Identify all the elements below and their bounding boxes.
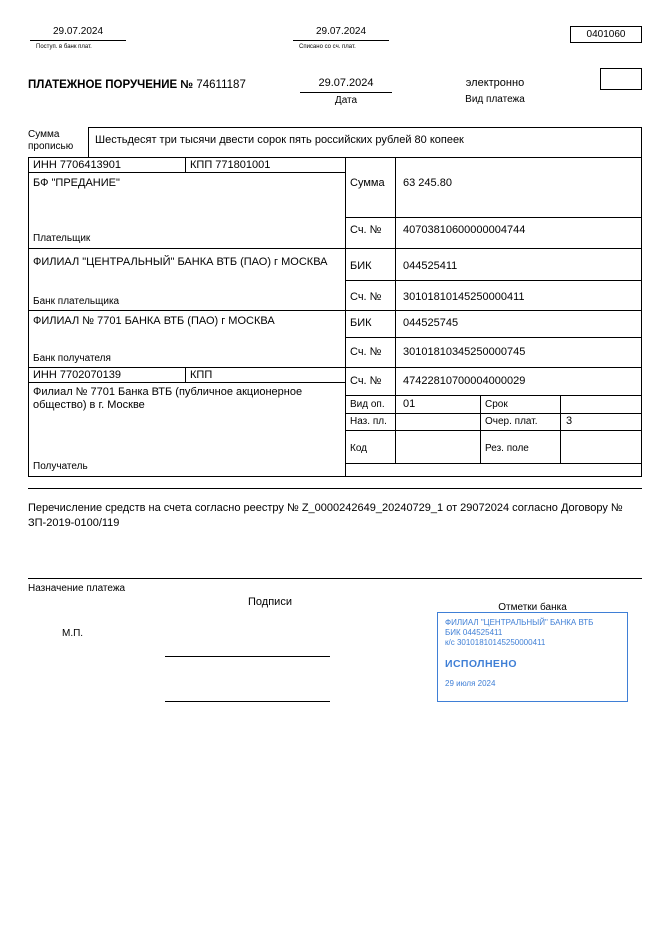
amount-words-label xyxy=(28,129,73,153)
receipt-date: 29.07.2024 xyxy=(30,26,126,41)
bank-stamp xyxy=(437,612,628,702)
payee-bank-corr-label: Сч. № xyxy=(350,346,382,358)
payer-bank-bik-value: 044525411 xyxy=(403,260,458,272)
purpose-divider xyxy=(28,578,642,579)
payer-name: БФ "ПРЕДАНИЕ" xyxy=(33,177,120,189)
stamp-status: ИСПОЛНЕНО xyxy=(445,658,517,670)
payment-kind: электронно xyxy=(465,77,525,89)
payee-bank-name: ФИЛИАЛ № 7701 БАНКА ВТБ (ПАО) г МОСКВА xyxy=(33,315,275,327)
table-divider xyxy=(560,395,561,463)
receipt-date-field xyxy=(30,26,126,51)
status-box xyxy=(600,68,642,90)
table-divider xyxy=(480,395,481,463)
payer-bank-bik-label: БИК xyxy=(350,260,372,272)
bank-marks-label: Отметки банка xyxy=(498,602,567,613)
receipt-date-label: Поступ. в банк плат. xyxy=(36,44,92,50)
signatures-label: Подписи xyxy=(248,596,292,608)
amount-words-text: Шестьдесят три тысячи двести сорок пять российских рублей 80 копеек xyxy=(95,134,464,146)
payee-kpp: КПП xyxy=(190,369,213,381)
document-title xyxy=(28,79,246,92)
table-divider xyxy=(28,367,642,368)
payee-bank-bik-label: БИК xyxy=(350,317,372,329)
payer-bank-name: ФИЛИАЛ "ЦЕНТРАЛЬНЫЙ" БАНКА ВТБ (ПАО) г МОСКВА xyxy=(33,256,328,268)
payee-name: Филиал № 7701 Банка ВТБ (публичное акционерное общество) в г. Москве xyxy=(33,386,303,411)
title-label: ПЛАТЕЖНОЕ ПОРУЧЕНИЕ № xyxy=(28,79,194,91)
payer-kpp: КПП 771801001 xyxy=(190,159,271,171)
payment-kind-label: Вид платежа xyxy=(465,94,525,105)
table-divider xyxy=(345,430,642,431)
payee-account-value: 47422810700004000029 xyxy=(403,375,526,387)
stamp-place-label: М.П. xyxy=(62,628,84,639)
document-number: 74611187 xyxy=(196,79,246,91)
op-type-label: Вид оп. xyxy=(350,399,385,410)
table-divider xyxy=(185,367,186,382)
op-type-value: 01 xyxy=(403,398,416,410)
section-divider xyxy=(28,488,642,489)
stamp-bik: БИК 044525411 xyxy=(445,628,503,637)
document-date-label: Дата xyxy=(334,95,358,106)
payer-inn: ИНН 7706413901 xyxy=(33,159,122,171)
amount-words-label-line1: Сумма xyxy=(28,129,60,140)
table-divider xyxy=(345,337,642,338)
payer-account-value: 40703810600000004744 xyxy=(403,224,526,236)
table-divider xyxy=(185,157,186,172)
stamp-corr-account: к/с 30101810145250000411 xyxy=(445,638,546,647)
signature-line xyxy=(165,701,330,702)
table-divider xyxy=(345,463,642,464)
stamp-bank-name: ФИЛИАЛ "ЦЕНТРАЛЬНЫЙ" БАНКА ВТБ xyxy=(445,618,594,627)
table-divider xyxy=(345,217,642,218)
payee-account-label: Сч. № xyxy=(350,375,382,387)
payer-bank-corr-label: Сч. № xyxy=(350,291,382,303)
form-code-box xyxy=(570,26,642,43)
table-divider xyxy=(345,280,642,281)
document-date-field xyxy=(300,77,392,107)
signature-line xyxy=(165,656,330,657)
debit-date-field xyxy=(293,26,389,51)
debit-date: 29.07.2024 xyxy=(293,26,389,41)
table-divider xyxy=(345,157,346,477)
table-divider xyxy=(395,157,396,463)
debit-date-label: Списано со сч. плат. xyxy=(299,44,356,50)
payee-section-label: Получатель xyxy=(33,461,88,472)
amount-words-label-line2: прописью xyxy=(28,141,74,152)
code-label: Код xyxy=(350,443,368,454)
document-date: 29.07.2024 xyxy=(300,77,392,93)
payment-purpose-code-label: Наз. пл. xyxy=(350,416,387,427)
payee-bank-section-label: Банк получателя xyxy=(33,353,111,364)
priority-value: 3 xyxy=(566,415,573,427)
amount-words-box xyxy=(88,127,642,157)
table-divider xyxy=(28,248,642,249)
amount-label: Сумма xyxy=(350,177,385,189)
form-code: 0401060 xyxy=(586,29,626,40)
purpose-label: Назначение платежа xyxy=(28,583,126,594)
table-divider xyxy=(28,310,642,311)
table-divider xyxy=(345,413,642,414)
purpose-text: Перечисление средств на счета согласно реестру № Z_0000242649_20240729_1 от 29072024 согласно Договору № ЗП-2019-0100/119 xyxy=(28,502,623,529)
table-divider xyxy=(28,172,345,173)
payer-section-label: Плательщик xyxy=(33,233,91,244)
priority-label: Очер. плат. xyxy=(485,416,538,427)
payer-account-label: Сч. № xyxy=(350,224,382,236)
payee-bank-bik-value: 044525745 xyxy=(403,317,459,329)
amount-value: 63 245.80 xyxy=(403,177,452,189)
table-divider xyxy=(28,382,345,383)
payment-kind-field xyxy=(440,77,550,106)
reserve-field-label: Рез. поле xyxy=(485,443,529,454)
payer-bank-section-label: Банк плательщика xyxy=(33,296,120,307)
table-divider xyxy=(345,395,642,396)
payer-bank-corr-value: 30101810145250000411 xyxy=(403,291,525,303)
payee-bank-corr-value: 30101810345250000745 xyxy=(403,346,526,358)
term-label: Срок xyxy=(485,399,508,410)
stamp-date: 29 июля 2024 xyxy=(445,679,496,688)
payee-inn: ИНН 7702070139 xyxy=(33,369,122,381)
